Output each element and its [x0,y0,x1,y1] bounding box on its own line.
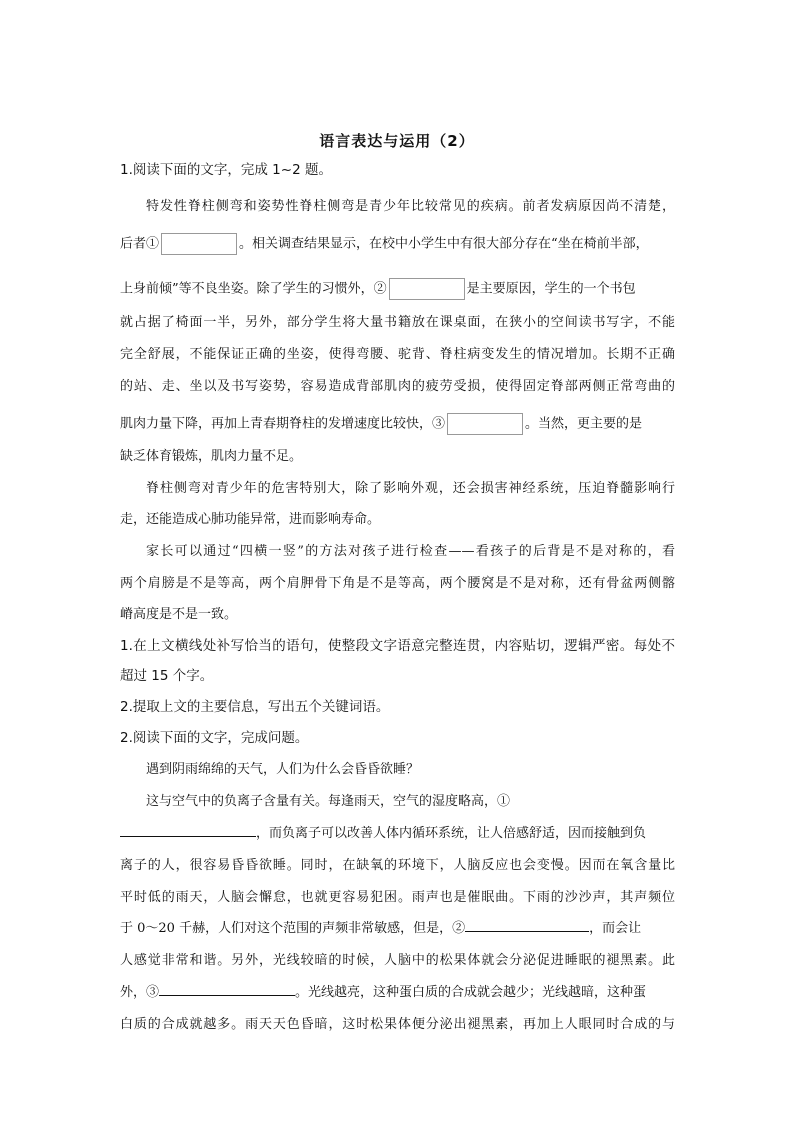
passage-text: ，而负离子可以改善人体内循环系统，让人倍感舒适，因而接触到负 [256,826,647,841]
task-line: 1.在上文横线处补写恰当的语句，使整段文字语意完整连贯，内容贴切，逻辑严密。每处不 [120,638,675,654]
answer-blank-1[interactable] [161,233,237,255]
passage-line: 这与空气中的负离子含量有关。每逢雨天，空气的湿度略高，① [146,794,511,809]
passage-line: 平时低的雨天，人脑会懈怠，也就更容易犯困。雨声也是催眠曲。下雨的沙沙声，其声频位 [120,890,675,905]
answer-blank-2[interactable] [389,278,465,300]
passage-text: ，而会让 [589,921,642,936]
passage-line [120,233,675,255]
passage-line [120,278,675,300]
passage-line: 白质的合成就越多。雨天天色昏暗，这时松果体便分泌出褪黑素，再加上人眼同时合成的与 [120,1017,675,1032]
passage-text: 。相关调查结果显示，在校中小学生中有很大部分存在“坐在椅前半部， [239,236,649,252]
passage-text: 外，③ [120,985,160,1000]
passage-line: 缺乏体育锻炼，肌肉力量不足。 [120,449,303,464]
answer-blank-q2-2[interactable] [465,919,589,932]
task-line: 2.提取上文的主要信息，写出五个关键词语。 [120,699,390,715]
passage-line: 脊柱侧弯对青少年的危害特别大，除了影响外观，还会损害神经系统，压迫脊髓影响行 [146,481,675,496]
passage-text: 后者① [120,236,160,252]
passage-line [120,983,675,1003]
passage-line [120,919,675,939]
answer-blank-3[interactable] [447,413,523,435]
passage-line [120,824,675,844]
passage-line: 特发性脊柱侧弯和姿势性脊柱侧弯是青少年比较常见的疾病。前者发病原因尚不清楚， [146,199,675,214]
passage-line: 就占据了椅面一半，另外，部分学生将大量书籍放在课桌面，在狭小的空间读书写字，不能 [120,315,675,330]
passage-line: 两个肩膀是不是等高，两个肩胛骨下角是不是等高，两个腰窝是不是对称，还有骨盆两侧髂 [120,576,675,591]
passage-text: 上身前倾”等不良坐姿。除了学生的习惯外，② [120,281,387,297]
passage-line: 走，还能造成心肺功能异常，进而影响寿命。 [120,512,381,527]
passage-line: 嵴高度是不是一致。 [120,607,238,622]
answer-blank-q2-3[interactable] [159,983,295,996]
passage-line: 遇到阴雨绵绵的天气，人们为什么会昏昏欲睡？ [146,762,420,777]
answer-blank-q2-1[interactable] [120,824,256,837]
passage-text: 。当然，更主要的是 [525,416,643,432]
task-line: 超过 15 个字。 [120,668,214,684]
passage-line [120,413,675,435]
passage-text: 。光线越亮，这种蛋白质的合成就会越少；光线越暗，这种蛋 [295,985,647,1000]
passage-text: 肌肉力量下降，再加上青春期脊柱的发增速度比较快，③ [120,416,446,432]
passage-line: 的站、走、坐以及书写姿势，容易造成背部肌肉的疲劳受损，使得固定脊部两侧正常弯曲的 [120,379,675,394]
passage-text: 于 0～20 千赫，人们对这个范围的声频非常敏感，但是，② [120,921,466,936]
page-title: 语言表达与运用（2） [319,132,475,150]
question-2-intro: 2.阅读下面的文字，完成问题。 [120,730,309,746]
passage-line: 人感觉非常和谐。另外，光线较暗的时候，人脑中的松果体就会分泌促进睡眠的褪黑素。此 [120,953,675,968]
passage-line: 完全舒展，不能保证正确的坐姿，使得弯腰、驼背、脊柱病变发生的情况增加。长期不正确 [120,347,675,362]
passage-line: 离子的人，很容易昏昏欲睡。同时，在缺氧的环境下，人脑反应也会变慢。因而在氧含量比 [120,858,675,873]
question-1-intro: 1.阅读下面的文字，完成 1~2 题。 [120,162,332,178]
passage-text: 是主要原因，学生的一个书包 [466,281,636,297]
passage-line: 家长可以通过“四横一竖”的方法对孩子进行检查——看孩子的后背是不是对称的，看 [146,544,675,559]
